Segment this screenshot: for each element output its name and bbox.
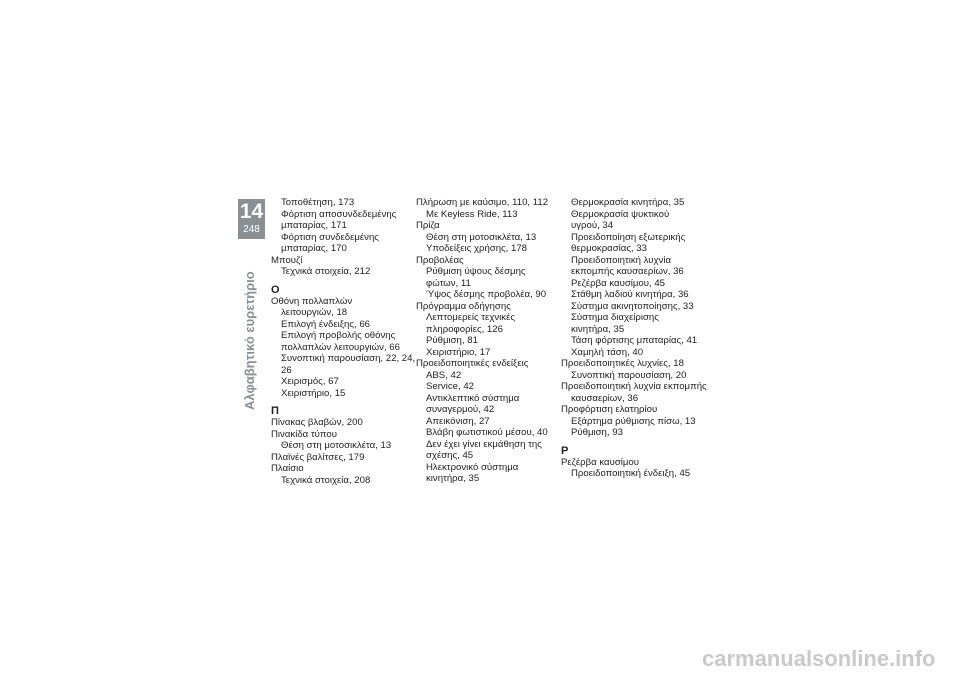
index-subentry: φώτων, 11 [426,277,471,289]
index-subentry: ABS, 42 [426,369,462,381]
index-subentry: Θέση στη μοτοσικλέτα, 13 [281,440,392,451]
index-subentry: Χειριστήριο, 17 [426,346,491,358]
index-entry: Ρεζέρβα καυσίμου [561,456,640,468]
index-subentry: Βλάβη φωτιστικού μέσου, 40 [426,427,548,438]
page-number: 248 [243,224,260,235]
index-entry: Πρόγραμμα οδήγησης [416,300,511,312]
index-subentry: πληροφορίες, 126 [426,323,503,335]
index-subentry: Λεπτομερείς τεχνικές [426,312,515,323]
index-column-2 [416,197,566,485]
index-subentry: θερμοκρασίας, 33 [571,243,647,254]
index-subentry: Θερμοκρασία ψυκτικού [571,208,670,220]
index-entry: Προφόρτιση ελατηρίου [561,404,658,415]
index-subentry: Συνοπτική παρουσίαση, 20 [571,369,687,381]
index-subentry: μπαταρίας, 170 [281,243,347,254]
index-subentry: Συνοπτική παρουσίαση, 22, 24, [281,353,416,364]
index-subentry: Χειριστήριο, 15 [281,387,346,399]
index-subentry: Τεχνικά στοιχεία, 208 [281,474,371,486]
index-subentry: κινητήρα, 35 [426,473,480,484]
index-subentry: εκπομπής καυσαερίων, 36 [571,266,684,277]
index-entry: Πίνακας βλαβών, 200 [271,417,363,428]
index-subentry: Ρύθμιση ύψους δέσμης [426,266,526,277]
index-subentry: κινητήρα, 35 [571,323,625,335]
index-subentry: Υποδείξεις χρήσης, 178 [426,243,528,254]
index-subentry: Στάθμη λαδιού κινητήρα, 36 [571,289,689,300]
index-subentry: Δεν έχει γίνει εκμάθηση της [426,438,542,450]
index-subentry: Φόρτιση αποσυνδεδεμένης [281,208,397,220]
index-subentry: Τεχνικά στοιχεία, 212 [281,266,371,277]
watermark: carmanualsonline.info [702,646,936,671]
index-subentry: σχέσης, 45 [426,450,474,461]
index-subentry: Αντικλεπτικό σύστημα [426,392,520,404]
index-entry: Προειδοποιητική λυχνία εκπομπής [561,381,707,392]
index-subentry: Επιλογή ένδειξης, 66 [281,318,371,330]
index-subentry: Service, 42 [426,381,474,392]
index-subentry: Σύστημα διαχείρισης [571,312,659,323]
index-subentry: Ρύθμιση, 93 [571,427,623,438]
index-subentry: Φόρτιση συνδεδεμένης [281,231,379,243]
index-column-1 [271,197,421,486]
index-subentry: Προειδοποιητική ένδειξη, 45 [571,468,691,479]
index-subentry: Απεικόνιση, 27 [426,415,490,427]
index-entry: Οθόνη πολλαπλών [271,295,353,307]
index-subentry: Προειδοποίηση εξωτερικής [571,231,686,243]
index-entry: Πλήρωση με καύσιμο, 110, 112 [416,197,549,208]
index-subentry: Με Keyless Ride, 113 [426,208,518,220]
index-entry: Μπουζί [271,254,303,266]
index-subentry: Σύστημα ακινητοποίησης, 33 [571,300,694,312]
index-subentry: Ύψος δέσμης προβολέα, 90 [426,289,547,300]
index-column-3 [561,197,711,480]
index-subentry: καυσαερίων, 36 [571,392,639,404]
index-entry: Προβολέας [416,254,464,266]
index-subentry: συναγερμού, 42 [426,404,495,415]
index-subentry: Ρύθμιση, 81 [426,335,478,346]
chapter-number: 14 [239,200,264,223]
index-subentry: Θέση στη μοτοσικλέτα, 13 [426,231,537,243]
index-entry: Πλαϊνές βαλίτσες, 179 [271,451,365,463]
index-entry: Πινακίδα τύπου [271,428,337,440]
index-subentry: υγρού, 34 [571,220,614,231]
index-subentry: Εξάρτημα ρύθμισης πίσω, 13 [571,415,696,427]
chapter-title: Αλφαβητικό ευρετήριο [242,271,257,410]
index-letter-heading: Π [271,405,279,417]
index-subentry: Χειρισμός, 67 [281,376,339,387]
index-subentry: Θερμοκρασία κινητήρα, 35 [571,197,685,208]
index-letter-heading: Ρ [561,444,569,457]
chapter-tab [238,199,265,239]
index-subentry: μπαταρίας, 171 [281,220,347,231]
index-letter-heading: Ο [271,283,280,296]
index-subentry: λειτουργιών, 18 [281,307,348,318]
index-entry: Πλαίσιο [271,463,304,474]
index-subentry: Ηλεκτρονικό σύστημα [426,461,519,473]
index-subentry: Τάση φόρτισης μπαταρίας, 41 [571,335,698,346]
index-subentry: πολλαπλών λειτουργιών, 66 [281,341,400,353]
index-subentry: 26 [281,364,292,376]
index-entry: Προειδοποιητικές ενδείξεις [416,358,529,369]
index-entry: Πρίζα [416,220,440,231]
index-subentry: Προειδοποιητική λυχνία [571,254,671,266]
index-entry: Προειδοποιητικές λυχνίες, 18 [561,358,684,369]
index-subentry: Χαμηλή τάση, 40 [571,346,644,358]
index-subentry: Ρεζέρβα καυσίμου, 45 [571,277,666,289]
index-subentry: Τοποθέτηση, 173 [281,197,355,208]
index-subentry: Επιλογή προβολής οθόνης [281,330,396,341]
